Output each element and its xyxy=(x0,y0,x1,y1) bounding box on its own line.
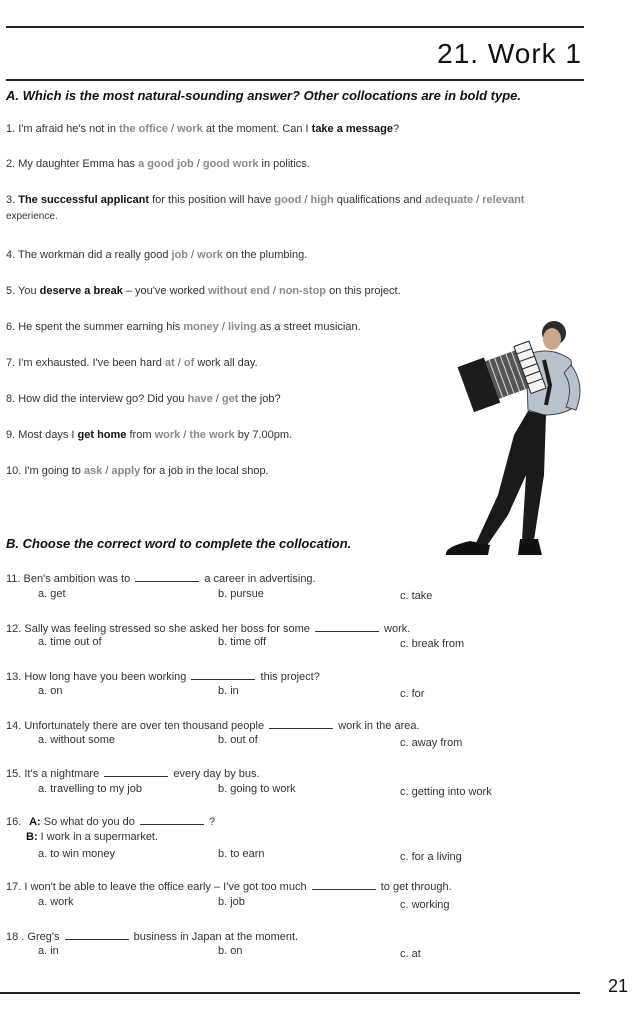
answer-choice[interactable]: good work xyxy=(202,158,259,170)
question-text-end: work. xyxy=(384,623,411,635)
option-a[interactable]: a. on xyxy=(38,685,63,697)
speaker-a-label: A: xyxy=(29,816,41,828)
section-a-heading: A. Which is the most natural-sounding answer? Other collocations are in bold type. xyxy=(6,88,522,103)
question-text: Sally was feeling stressed so she asked her boss for some xyxy=(24,623,310,635)
question-text: experience. xyxy=(6,211,58,222)
question-text-end: ? xyxy=(208,816,216,828)
question-number: 8. xyxy=(6,393,19,405)
answer-choice[interactable]: adequate xyxy=(424,194,474,206)
answer-choice[interactable]: work xyxy=(197,249,223,261)
answer-choice[interactable]: have xyxy=(187,393,213,405)
answer-choice[interactable]: a good job xyxy=(138,158,194,170)
question-9 xyxy=(6,429,292,441)
question-16-reply xyxy=(26,831,158,843)
choice-separator: / xyxy=(188,249,198,261)
question-number: 14. xyxy=(6,720,22,732)
question-text: for this position will have xyxy=(149,194,275,206)
answer-choice[interactable]: good xyxy=(274,194,302,206)
collocation-bold: The successful applicant xyxy=(18,194,150,206)
question-text: He spent the summer earning his xyxy=(18,321,184,333)
choice-separator: / xyxy=(102,465,112,477)
question-text-end: a career in advertising. xyxy=(204,573,316,585)
question-number: 4. xyxy=(6,249,19,261)
question-3 xyxy=(6,194,524,206)
speaker-b-label: B: xyxy=(26,831,38,843)
question-text: the job? xyxy=(238,393,281,405)
section-b-heading: B. Choose the correct word to complete the collocation. xyxy=(6,536,352,551)
reply-text: I work in a supermarket. xyxy=(40,831,159,843)
question-text: ? xyxy=(393,123,400,135)
question-text: at the moment. Can I xyxy=(202,123,312,135)
collocation-bold: take a message xyxy=(311,123,393,135)
question-text: for a job in the local shop. xyxy=(140,465,269,477)
question-number: 11. xyxy=(6,573,21,585)
answer-choice[interactable]: high xyxy=(310,194,334,206)
answer-choice[interactable]: relevant xyxy=(482,194,525,206)
question-text-end: business in Japan at the moment. xyxy=(133,931,299,943)
question-text-end: work in the area. xyxy=(338,720,420,732)
option-b[interactable]: b. to earn xyxy=(218,848,265,860)
choice-separator: / xyxy=(212,393,222,405)
answer-choice[interactable]: apply xyxy=(111,465,141,477)
option-b[interactable]: b. on xyxy=(218,945,243,957)
question-4 xyxy=(6,249,307,261)
question-text: Most days I xyxy=(18,429,78,441)
question-text: I'm going to xyxy=(24,465,84,477)
answer-blank[interactable] xyxy=(135,572,199,582)
question-text: on the plumbing. xyxy=(222,249,308,261)
question-text: Unfortunately there are over ten thousand people xyxy=(24,720,265,732)
question-text-end: this project? xyxy=(260,671,320,683)
choice-separator: / xyxy=(269,285,279,297)
option-b[interactable]: b. out of xyxy=(218,734,258,746)
option-b[interactable]: b. in xyxy=(218,685,239,697)
answer-choice[interactable]: of xyxy=(183,357,195,369)
answer-blank[interactable] xyxy=(269,719,333,729)
question-text: It's a nightmare xyxy=(24,768,100,780)
question-8 xyxy=(6,393,281,405)
answer-choice[interactable]: money xyxy=(183,321,219,333)
choice-separator: / xyxy=(193,158,203,170)
question-text: The workman did a really good xyxy=(18,249,172,261)
question-number: 16. xyxy=(6,816,22,828)
question-15 xyxy=(6,767,260,780)
question-14 xyxy=(6,719,420,732)
question-7 xyxy=(6,357,258,369)
collocation-bold: get home xyxy=(77,429,127,441)
question-text: on this project. xyxy=(326,285,401,297)
accordion-player-illustration xyxy=(426,315,586,565)
question-number: 5. xyxy=(6,285,19,297)
option-c[interactable]: c. working xyxy=(400,899,450,911)
option-a[interactable]: a. in xyxy=(38,945,59,957)
question-text: I'm exhausted. I've been hard xyxy=(18,357,165,369)
question-text: I won't be able to leave the office early – I've got too much xyxy=(24,881,307,893)
question-number: 15. xyxy=(6,768,22,780)
question-1 xyxy=(6,123,399,135)
option-c[interactable]: c. away from xyxy=(400,737,463,749)
question-text-end: every day by bus. xyxy=(173,768,260,780)
question-number: 7. xyxy=(6,357,19,369)
page-number: 21 xyxy=(607,976,628,996)
question-text: I'm afraid he's not in xyxy=(18,123,120,135)
question-text: You xyxy=(18,285,40,297)
answer-blank[interactable] xyxy=(140,815,204,825)
answer-blank[interactable] xyxy=(65,930,129,940)
question-text: by 7.00pm. xyxy=(234,429,293,441)
title-rule xyxy=(6,79,584,81)
option-c[interactable]: c. getting into work xyxy=(400,786,492,798)
question-17 xyxy=(6,880,452,893)
option-a[interactable]: a. get xyxy=(38,588,66,600)
choice-separator: / xyxy=(174,357,184,369)
question-number: 13. xyxy=(6,671,22,683)
question-text: – you've worked xyxy=(122,285,209,297)
answer-choice[interactable]: the office xyxy=(119,123,168,135)
collocation-bold: deserve a break xyxy=(39,285,123,297)
question-3-continued xyxy=(6,211,58,222)
option-c[interactable]: c. break from xyxy=(400,638,465,650)
accordion-player-figure-icon xyxy=(446,321,580,555)
question-number: 2. xyxy=(6,158,19,170)
answer-blank[interactable] xyxy=(315,622,379,632)
option-b[interactable]: b. time off xyxy=(218,636,267,648)
question-18 xyxy=(6,930,298,943)
choice-separator: / xyxy=(218,321,228,333)
choice-separator: / xyxy=(167,123,178,135)
question-text: Ben's ambition was to xyxy=(23,573,131,585)
option-c[interactable]: c. for a living xyxy=(400,851,462,863)
question-text: My daughter Emma has xyxy=(18,158,139,170)
question-text: qualifications and xyxy=(333,194,425,206)
question-text-end: to get through. xyxy=(380,881,452,893)
question-text: work all day. xyxy=(194,357,258,369)
question-text: Greg's xyxy=(27,931,60,943)
question-number: 10. xyxy=(6,465,25,477)
option-a[interactable]: a. travelling to my job xyxy=(38,783,142,795)
answer-choice[interactable]: the work xyxy=(189,429,235,441)
question-10 xyxy=(6,465,269,477)
question-5 xyxy=(6,285,401,297)
option-a[interactable]: a. to win money xyxy=(38,848,116,860)
question-text: How did the interview go? Did you xyxy=(18,393,188,405)
option-a[interactable]: a. without some xyxy=(38,734,116,746)
question-16 xyxy=(6,815,215,828)
question-number: 9. xyxy=(6,429,19,441)
choice-separator: / xyxy=(473,194,483,206)
footer-rule xyxy=(0,992,580,994)
question-number: 18 . xyxy=(6,931,25,943)
option-b[interactable]: b. going to work xyxy=(218,783,296,795)
question-11 xyxy=(6,572,316,585)
option-c[interactable]: c. take xyxy=(400,590,433,602)
question-text: How long have you been working xyxy=(24,671,187,683)
answer-choice[interactable]: work xyxy=(177,123,203,135)
answer-choice[interactable]: work xyxy=(154,429,181,441)
answer-choice[interactable]: non-stop xyxy=(278,285,327,297)
question-text: in politics. xyxy=(258,158,310,170)
question-number: 12. xyxy=(6,623,22,635)
answer-choice[interactable]: job xyxy=(171,249,188,261)
question-number: 6. xyxy=(6,321,19,333)
question-number: 3. xyxy=(6,194,19,206)
question-6 xyxy=(6,321,361,333)
option-a[interactable]: a. work xyxy=(38,896,74,908)
question-text: as a street musician. xyxy=(256,321,361,333)
option-c[interactable]: c. at xyxy=(400,948,421,960)
answer-blank[interactable] xyxy=(104,767,168,777)
question-number: 1. xyxy=(6,123,19,135)
option-c[interactable]: c. for xyxy=(400,688,425,700)
option-b[interactable]: b. job xyxy=(218,896,245,908)
answer-choice[interactable]: at xyxy=(164,357,175,369)
question-12 xyxy=(6,622,410,635)
answer-choice[interactable]: ask xyxy=(83,465,103,477)
answer-choice[interactable]: living xyxy=(227,321,257,333)
option-b[interactable]: b. pursue xyxy=(218,588,264,600)
answer-choice[interactable]: without end xyxy=(208,285,270,297)
choice-separator: / xyxy=(301,194,311,206)
option-a[interactable]: a. time out of xyxy=(38,636,102,648)
top-rule xyxy=(6,26,584,28)
page-title: 21. Work 1 xyxy=(437,38,582,69)
answer-blank[interactable] xyxy=(312,880,376,890)
answer-choice[interactable]: get xyxy=(221,393,239,405)
choice-separator: / xyxy=(180,429,190,441)
question-2 xyxy=(6,158,310,170)
question-text: from xyxy=(126,429,155,441)
question-number: 17. xyxy=(6,881,22,893)
answer-blank[interactable] xyxy=(191,670,255,680)
question-text: So what do you do xyxy=(43,816,135,828)
question-13 xyxy=(6,670,320,683)
